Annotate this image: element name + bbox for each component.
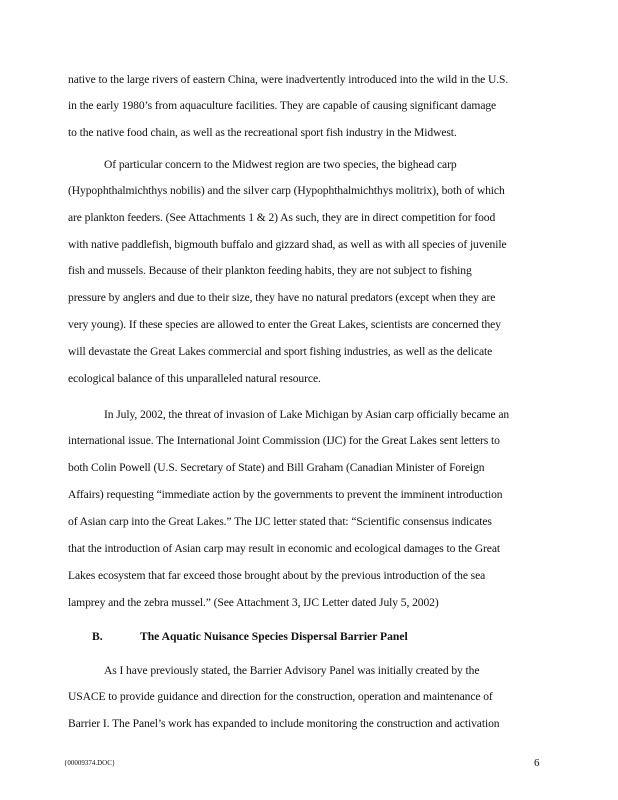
page-number: 6: [534, 757, 540, 769]
text-line: lamprey and the zebra mussel.” (See Attachment 3, IJC Letter dated July 5, 2002): [68, 596, 439, 609]
text-line: In July, 2002, the threat of invasion of Lake Michigan by Asian carp officially became an: [104, 408, 510, 421]
text-line: will devastate the Great Lakes commercial and sport fishing industries, as well as the delicate: [68, 345, 493, 358]
text-line: As I have previously stated, the Barrier Advisory Panel was initially created by the: [104, 664, 480, 677]
section-title: The Aquatic Nuisance Species Dispersal Barrier Panel: [140, 630, 408, 643]
text-line: with native paddlefish, bigmouth buffalo and gizzard shad, as well as with all species of juvenile: [68, 238, 507, 251]
text-line: Barrier I. The Panel’s work has expanded to include monitoring the construction and activation: [68, 717, 500, 730]
document-code: {00009374.DOC}: [64, 759, 116, 767]
text-line: very young). If these species are allowed to enter the Great Lakes, scientists are concerned they: [68, 318, 501, 331]
text-line: in the early 1980’s from aquaculture facilities. They are capable of causing significant damage: [68, 99, 497, 112]
text-line: Lakes ecosystem that far exceed those brought about by the previous introduction of the sea: [68, 569, 486, 582]
text-line: are plankton feeders. (See Attachments 1 & 2) As such, they are in direct competition for food: [68, 211, 496, 224]
text-line: USACE to provide guidance and direction for the construction, operation and maintenance of: [68, 690, 493, 703]
text-line: both Colin Powell (U.S. Secretary of State) and Bill Graham (Canadian Minister of Foreign: [68, 461, 485, 474]
text-line: Of particular concern to the Midwest region are two species, the bighead carp: [104, 158, 457, 171]
text-line: pressure by anglers and due to their size, they have no natural predators (except when they are: [68, 291, 496, 304]
section-number: B.: [92, 630, 103, 643]
text-line: of Asian carp into the Great Lakes.” The IJC letter stated that: “Scientific consensus indicates: [68, 515, 492, 528]
text-line: fish and mussels. Because of their plankton feeding habits, they are not subject to fishing: [68, 264, 472, 277]
text-line: to the native food chain, as well as the recreational sport fish industry in the Midwest.: [68, 126, 457, 139]
text-line: ecological balance of this unparalleled natural resource.: [68, 372, 321, 385]
text-line: native to the large rivers of eastern China, were inadvertently introduced into the wild in the U.S.: [68, 73, 509, 86]
text-line: that the introduction of Asian carp may result in economic and ecological damages to the Great: [68, 542, 500, 555]
text-line: (Hypophthalmichthys nobilis) and the silver carp (Hypophthalmichthys molitrix), both of which: [68, 184, 505, 197]
text-line: international issue. The International Joint Commission (IJC) for the Great Lakes sent letters to: [68, 434, 500, 447]
text-line: Affairs) requesting “immediate action by the governments to prevent the imminent introduction: [68, 488, 503, 501]
